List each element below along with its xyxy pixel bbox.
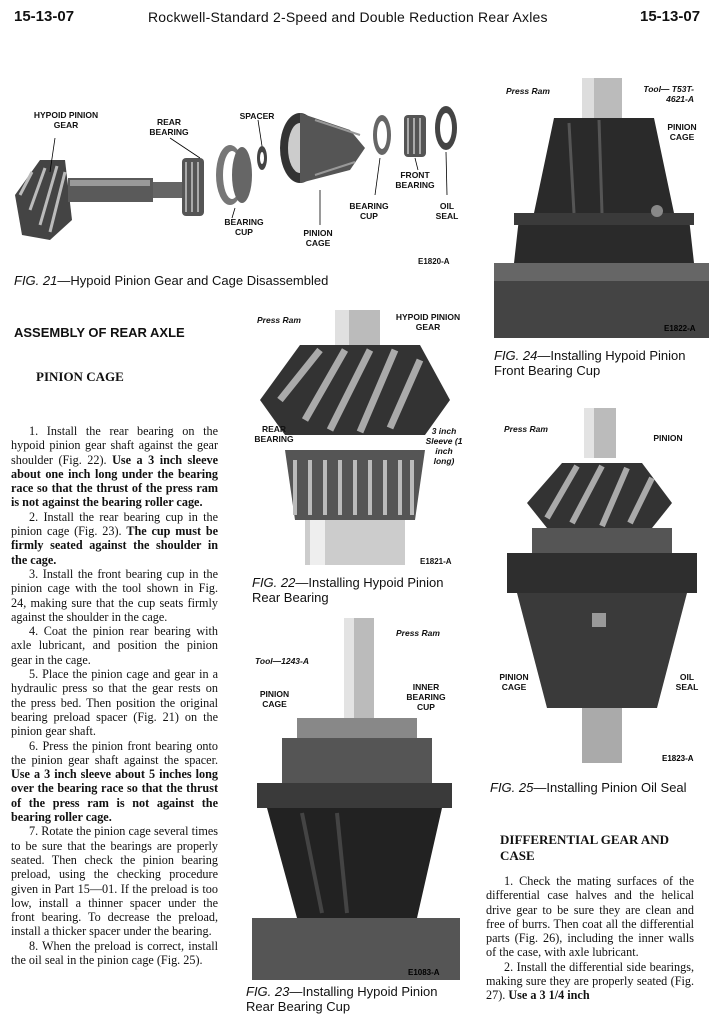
fig24-caption-text: Installing Hypoid Pinion Front Bearing Cup [494, 348, 686, 378]
fig25-pinion: PINION [653, 433, 683, 443]
fig21-caption: FIG. 21—Hypoid Pinion Gear and Cage Disassembled [14, 273, 329, 288]
page-number-left: 15-13-07 [14, 8, 75, 25]
fig21-label-rear-bearing: REAR BEARING [149, 117, 189, 137]
fig21-label-hypoid-gear: HYPOID PINION GEAR [33, 110, 99, 130]
fig21-label-oil-seal: OIL SEAL [435, 201, 459, 221]
fig24-photo [494, 78, 709, 340]
fig23-inner-cup: INNER BEARING CUP [406, 682, 446, 712]
fig25-caption-number: FIG. 25 [490, 780, 534, 795]
fig25-photo-shape [492, 408, 709, 768]
fig24-code: E1822-A [664, 324, 696, 333]
fig24-pinion-cage: PINION CAGE [662, 122, 702, 142]
fig22-press-ram: Press Ram [257, 315, 301, 325]
fig25-press-ram: Press Ram [504, 424, 548, 434]
fig23-pinion-cage: PINION CAGE [259, 689, 290, 709]
step-8: 8. When the preload is correct, install the oil seal in the pinion cage (Fig. 25). [11, 938, 218, 967]
fig23-tool: Tool—1243-A [255, 656, 310, 666]
diff-step-1: 1. Check the mating surfaces of the differential case halves and the helical drive gear to be sure they are clean and free of burrs. Then coat all the differential parts (Fig. 26), including the inner walls of the case, with axle lubricant. [486, 874, 695, 960]
fig21-label-bearing-cup-left: BEARING CUP [224, 217, 264, 237]
fig23-photo [252, 618, 460, 983]
fig22-caption-number: FIG. 22 [252, 575, 296, 590]
fig25-code: E1823-A [662, 754, 694, 763]
fig25-caption: FIG. 25—Installing Pinion Oil Seal [490, 780, 687, 795]
fig21-label-spacer: SPACER [239, 111, 275, 121]
step-6: 6. Press the pinion front bearing onto the pinion gear shaft against the spacer. Use a 3 inch sleeve about 5 inches long over the bearing race so that the thrust of the press ram is not against the bearing roller cage. [11, 738, 219, 825]
fig24-caption: FIG. 24—Installing Hypoid Pinion Front Bearing Cup [494, 348, 686, 378]
fig23-code: E1083-A [408, 968, 440, 977]
step-3: 3. Install the front bearing cup in the pinion cage with the tool shown in Fig. 24, making sure that the cup seats firmly against the shoulder in the cage. [11, 566, 219, 624]
fig22-hypoid-gear: HYPOID PINION GEAR [395, 312, 461, 332]
step-2: 2. Install the rear bearing cup in the pinion cage (Fig. 23). The cup must be firmly seated against the shoulder in the cage. [11, 509, 219, 567]
step-5: 5. Place the pinion cage and gear in a hydraulic press so that the gear rests on the press bed. Then position the original bearing preload spacer (Fig. 21) on the pinion gear shaft. [11, 667, 219, 739]
fig23-press-ram: Press Ram [396, 628, 440, 638]
hypoid-pinion-gear-shape [15, 160, 183, 240]
diff-column [486, 874, 694, 1003]
fig25-oil-seal: OIL SEAL [670, 672, 704, 692]
step-1: 1. Install the rear bearing on the hypoid pinion gear shaft against the gear shoulder (Fig. 22). Use a 3 inch sleeve about one inch long under the bearing race so that the thrust of the press ram is not against the bearing roller cage. [11, 424, 218, 510]
steps-column [11, 424, 218, 967]
fig23-photo-shape [252, 618, 460, 983]
fig25-photo [492, 408, 709, 768]
step-4: 4. Coat the pinion rear bearing with axle lubricant, and position the pinion gear in the cage. [11, 624, 218, 667]
section-subheading: PINION CAGE [36, 369, 124, 384]
fig22-rear-bearing: REAR BEARING [254, 424, 294, 444]
fig25-pinion-cage: PINION CAGE [494, 672, 534, 692]
fig21-code: E1820-A [418, 257, 450, 266]
diff-heading: DIFFERENTIAL GEAR AND CASE [500, 832, 670, 863]
fig22-caption-text: Installing Hypoid Pinion Rear Bearing [252, 575, 444, 605]
fig21-label-front-bearing: FRONT BEARING [395, 170, 435, 190]
fig25-caption-text: Installing Pinion Oil Seal [546, 780, 687, 795]
fig23-caption-number: FIG. 23 [246, 984, 290, 999]
fig21-caption-text: Hypoid Pinion Gear and Cage Disassembled [70, 273, 329, 288]
fig22-sleeve: 3 inch Sleeve (1 inch long) [425, 426, 463, 466]
page-number-right: 15-13-07 [640, 8, 701, 25]
diff-step-2: 2. Install the differential side bearings, making sure they are properly seated (Fig. 27). Use a 3 1/4 inch [486, 959, 695, 1003]
fig23-caption: FIG. 23—Installing Hypoid Pinion Rear Bearing Cup [246, 984, 438, 1014]
fig24-photo-shape [494, 78, 709, 340]
fig23-caption-text: Installing Hypoid Pinion Rear Bearing Cup [246, 984, 438, 1014]
fig22-code: E1821-A [420, 557, 452, 566]
fig24-caption-number: FIG. 24 [494, 348, 538, 363]
fig24-tool: Tool— T53T-4621-A [643, 84, 694, 104]
fig22-caption: FIG. 22—Installing Hypoid Pinion Rear Bearing [252, 575, 444, 605]
step-7: 7. Rotate the pinion cage several times to be sure that the bearings are properly seated. Then check the pinion bearing preload, using the checking procedure given in Part 15—01. If the preload is too low, install a thinner spacer under the front bearing. To decrease the preload, install a thicker spacer under the bearing. [11, 824, 219, 939]
page-title: Rockwell-Standard 2-Speed and Double Reduction Rear Axles [148, 9, 548, 25]
fig21-label-pinion-cage: PINION CAGE [303, 228, 333, 248]
fig24-press-ram: Press Ram [506, 86, 550, 96]
section-heading: ASSEMBLY OF REAR AXLE [14, 325, 185, 340]
fig21-caption-number: FIG. 21 [14, 273, 58, 288]
fig21-label-bearing-cup-right: BEARING CUP [349, 201, 389, 221]
